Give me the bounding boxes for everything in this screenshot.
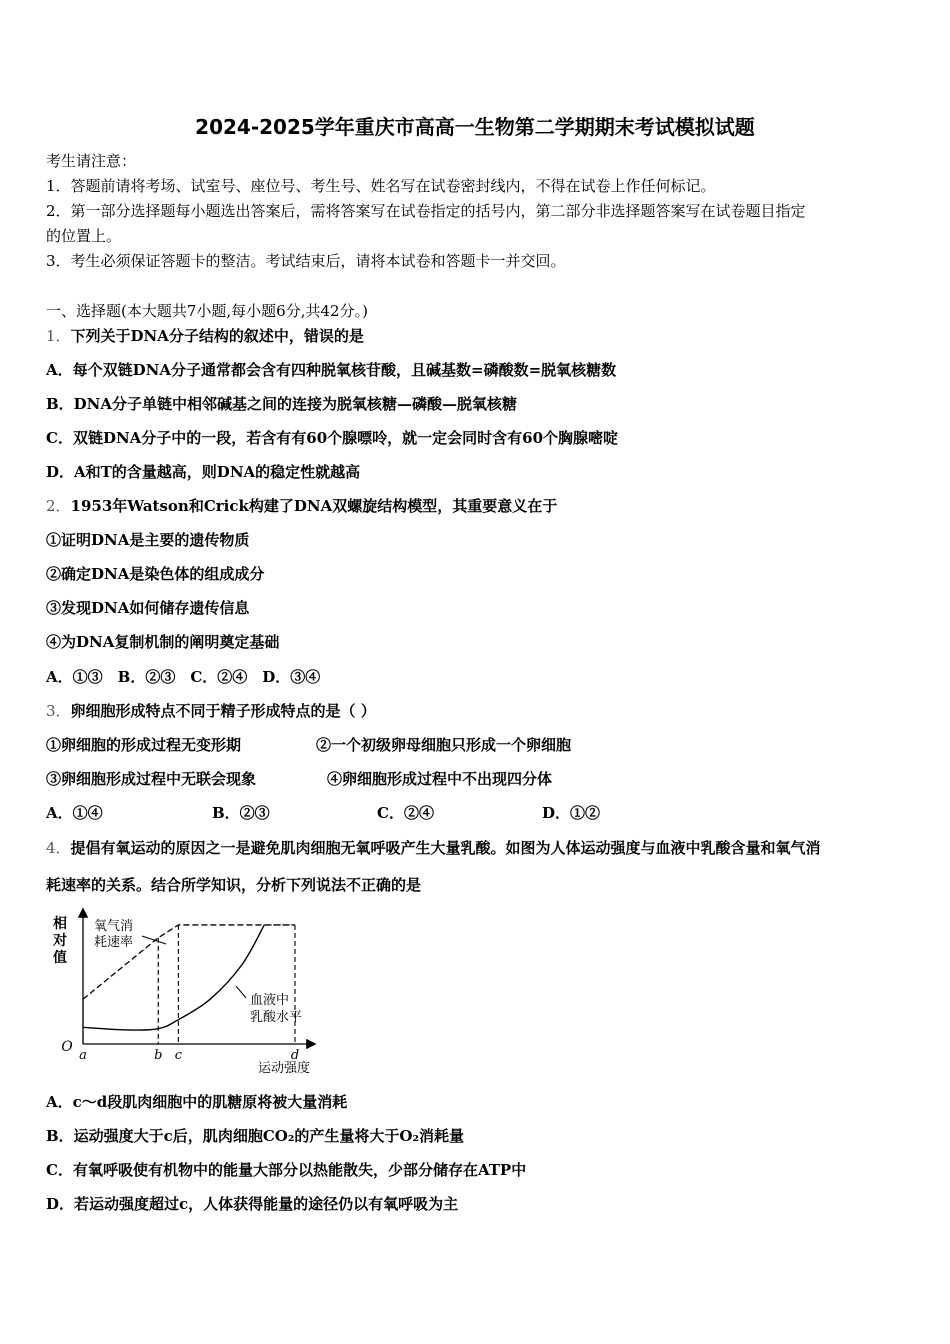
q2-options: A．①③ B．②③ C．②④ D．③④: [46, 668, 321, 686]
q1-option-b: B．DNA分子单链中相邻碱基之间的连接为脱氧核糖—磷酸—脱氧核糖: [46, 395, 518, 413]
series-oxygen-label: 氧气消: [94, 919, 134, 934]
q1-option-c: C．双链DNA分子中的一段，若含有有60个腺嘌呤，就一定会同时含有60个胸腺嘧啶: [46, 429, 619, 447]
series-oxygen-label: 耗速率: [94, 935, 134, 950]
q3-item-4: ④卵细胞形成过程中不出现四分体: [327, 770, 553, 788]
series-oxygen-pointer: [142, 936, 166, 944]
x-tick-label: d: [290, 1048, 300, 1063]
y-axis-label-char: 相: [53, 916, 67, 932]
q3-option-a: A．①④: [46, 804, 103, 822]
notice-heading: 考生请注意：: [46, 152, 137, 170]
notice-item-2-cont: 的位置上。: [46, 227, 122, 245]
q3-option-d: D．①②: [542, 804, 601, 822]
question-2: [46, 496, 557, 516]
q2-item-1: ①证明DNA是主要的遗传物质: [46, 531, 250, 549]
q4-option-d: D．若运动强度超过c，人体获得能量的途径仍以有氧呼吸为主: [46, 1195, 459, 1213]
series-lactate-label: 乳酸水平: [250, 1010, 303, 1025]
question-stem-line-1: 提倡有氧运动的原因之一是避免肌肉细胞无氧呼吸产生大量乳酸。如图为人体运动强度与血液中乳酸含量和氧气消: [70, 839, 821, 857]
question-4: [46, 838, 821, 858]
question-stem: 1953年Watson和Crick构建了DNA双螺旋结构模型，其重要意义在于: [70, 497, 558, 515]
q2-item-2: ②确定DNA是染色体的组成成分: [46, 565, 265, 583]
q3-item-2: ②一个初级卵母细胞只形成一个卵细胞: [316, 736, 572, 754]
q1-option-d: D．A和T的含量越高，则DNA的稳定性就越高: [46, 463, 361, 481]
x-tick-label: c: [174, 1048, 183, 1063]
q3-option-c: C．②④: [377, 804, 434, 822]
q4-option-c: C．有氧呼吸使有机物中的能量大部分以热能散失，少部分储存在ATP中: [46, 1161, 527, 1179]
question-number: 1．: [46, 327, 71, 345]
x-tick-label: b: [154, 1048, 163, 1063]
notice-item-3: 3．考生必须保证答题卡的整洁。考试结束后，请将本试卷和答题卡一并交回。: [46, 252, 566, 270]
y-axis-label-char: 值: [53, 950, 67, 966]
question-stem: 下列关于DNA分子结构的叙述中，错误的是: [70, 327, 364, 345]
question-1: [46, 326, 364, 346]
q4-option-a: A．c～d段肌肉细胞中的肌糖原将被大量消耗: [46, 1093, 348, 1111]
question-stem: 卵细胞形成特点不同于精子形成特点的是（ ）: [70, 702, 376, 720]
y-axis-label-char: 对: [53, 933, 67, 949]
q3-option-b: B．②③: [212, 804, 270, 822]
question-number: 3．: [46, 702, 71, 720]
question-3: [46, 701, 376, 721]
series-lactate-label: 血液中: [250, 993, 290, 1008]
origin-label: O: [61, 1039, 73, 1055]
x-axis-label: 运动强度: [257, 1061, 311, 1076]
section-heading: 一、选择题(本大题共7小题,每小题6分,共42分。): [46, 302, 368, 320]
x-tick-label: a: [79, 1048, 87, 1063]
page-title: 2024-2025学年重庆市高高一生物第二学期期末考试模拟试题: [195, 115, 755, 139]
q4-chart: [46, 906, 326, 1078]
question-stem-line-2: 耗速率的关系。结合所学知识，分析下列说法不正确的是: [46, 876, 422, 894]
notice-item-1: 1．答题前请将考场、试室号、座位号、考生号、姓名写在试卷密封线内，不得在试卷上作任何标记。: [46, 177, 716, 195]
q1-option-a: A．每个双链DNA分子通常都会含有四种脱氧核苷酸，且碱基数=磷酸数=脱氧核糖数: [46, 361, 617, 379]
q2-item-4: ④为DNA复制机制的阐明奠定基础: [46, 633, 280, 651]
q3-item-1: ①卵细胞的形成过程无变形期: [46, 736, 242, 754]
question-number: 2．: [46, 497, 71, 515]
series-lactate-pointer: [236, 986, 246, 998]
q4-figure: [46, 906, 326, 1078]
question-number: 4．: [46, 839, 71, 857]
q3-item-3: ③卵细胞形成过程中无联会现象: [46, 770, 257, 788]
notice-item-2: 2．第一部分选择题每小题选出答案后，需将答案写在试卷指定的括号内，第二部分非选择题答案写在试卷题目指定: [46, 202, 806, 220]
q2-item-3: ③发现DNA如何储存遗传信息: [46, 599, 250, 617]
q4-option-b: B．运动强度大于c后，肌肉细胞CO₂的产生量将大于O₂消耗量: [46, 1127, 465, 1145]
